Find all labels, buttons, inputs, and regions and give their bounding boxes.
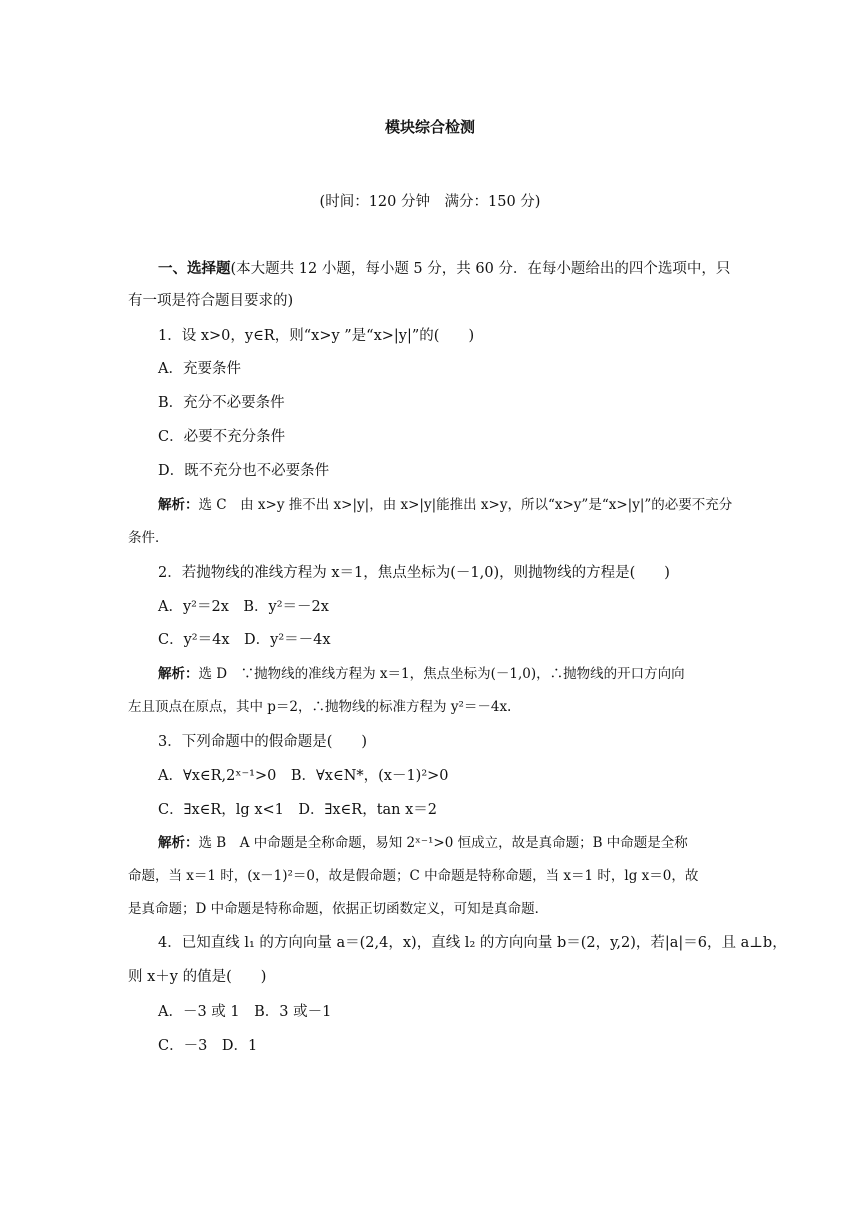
q4-options-ab: A．－3 或 1 B．3 或－1 — [158, 1004, 332, 1020]
q1-option-a: A．充要条件 — [158, 361, 241, 377]
q1-stem: 1．设 x>0，y∈R，则“x>y ”是“x>|y|”的( ) — [158, 328, 475, 344]
q3-options-ab: A．∀x∈R,2ˣ⁻¹>0 B．∀x∈N*，(x－1)²>0 — [158, 768, 449, 784]
q2-stem: 2．若抛物线的准线方程为 x＝1，焦点坐标为(－1,0)，则抛物线的方程是( ) — [158, 565, 670, 581]
q3-solution-line1: 解析：选 B A 中命题是全称命题，易知 2ˣ⁻¹>0 恒成立，故是真命题；B 中命题是全称 — [158, 835, 688, 851]
section-heading: 一、选择题 — [158, 261, 231, 277]
q2-solution-line1: 解析：选 D ∵抛物线的准线方程为 x＝1，焦点坐标为(－1,0)，∴抛物线的开口方向向 — [158, 666, 685, 682]
q2-options-cd: C．y²＝4x D．y²＝－4x — [158, 632, 331, 648]
exam-info: (时间：120 分钟 满分：150 分) — [319, 194, 541, 210]
q2-solution-label: 解析： — [158, 666, 199, 682]
q1-solution-line2: 条件． — [128, 530, 169, 546]
q3-options-cd: C．∃x∈R，lg x<1 D．∃x∈R，tan x＝2 — [158, 802, 438, 818]
q2-solution-line2: 左且顶点在原点，其中 p＝2，∴抛物线的标准方程为 y²＝－4x. — [128, 699, 512, 715]
section-intro-line2: 有一项是符合题目要求的) — [128, 293, 294, 309]
q3-solution-line2: 命题，当 x＝1 时，(x－1)²＝0，故是假命题；C 中命题是特称命题，当 x＝1 时，lg x＝0，故 — [128, 868, 699, 884]
section-intro-text: (本大题共 12 小题，每小题 5 分，共 60 分．在每小题给出的四个选项中，只 — [230, 261, 731, 277]
q4-stem-line2: 则 x＋y 的值是( ) — [128, 969, 267, 985]
q1-solution-line1: 解析：选 C 由 x>y 推不出 x>|y|，由 x>|y|能推出 x>y，所以“x>y”是“x>|y|”的必要不充分 — [158, 497, 733, 513]
q1-option-b: B．充分不必要条件 — [158, 395, 285, 411]
section-intro-line1 — [158, 258, 730, 280]
q2-options-ab: A．y²＝2x B．y²＝－2x — [158, 599, 329, 615]
q1-solution-label: 解析： — [158, 497, 199, 513]
q1-option-c: C．必要不充分条件 — [158, 429, 286, 445]
page-title: 模块综合检测 — [384, 118, 475, 136]
q4-stem-line1: 4．已知直线 l₁ 的方向向量 a＝(2,4，x)，直线 l₂ 的方向向量 b＝(2，y,2)，若|a|＝6，且 a⊥b， — [158, 935, 787, 951]
q3-solution-line3: 是真命题；D 中命题是特称命题，依据正切函数定义，可知是真命题． — [128, 901, 549, 917]
q3-stem: 3．下列命题中的假命题是( ) — [158, 734, 368, 750]
q1-option-d: D．既不充分也不必要条件 — [158, 463, 330, 479]
q4-options-cd: C．－3 D．1 — [158, 1038, 258, 1054]
q3-solution-label: 解析： — [158, 835, 199, 851]
